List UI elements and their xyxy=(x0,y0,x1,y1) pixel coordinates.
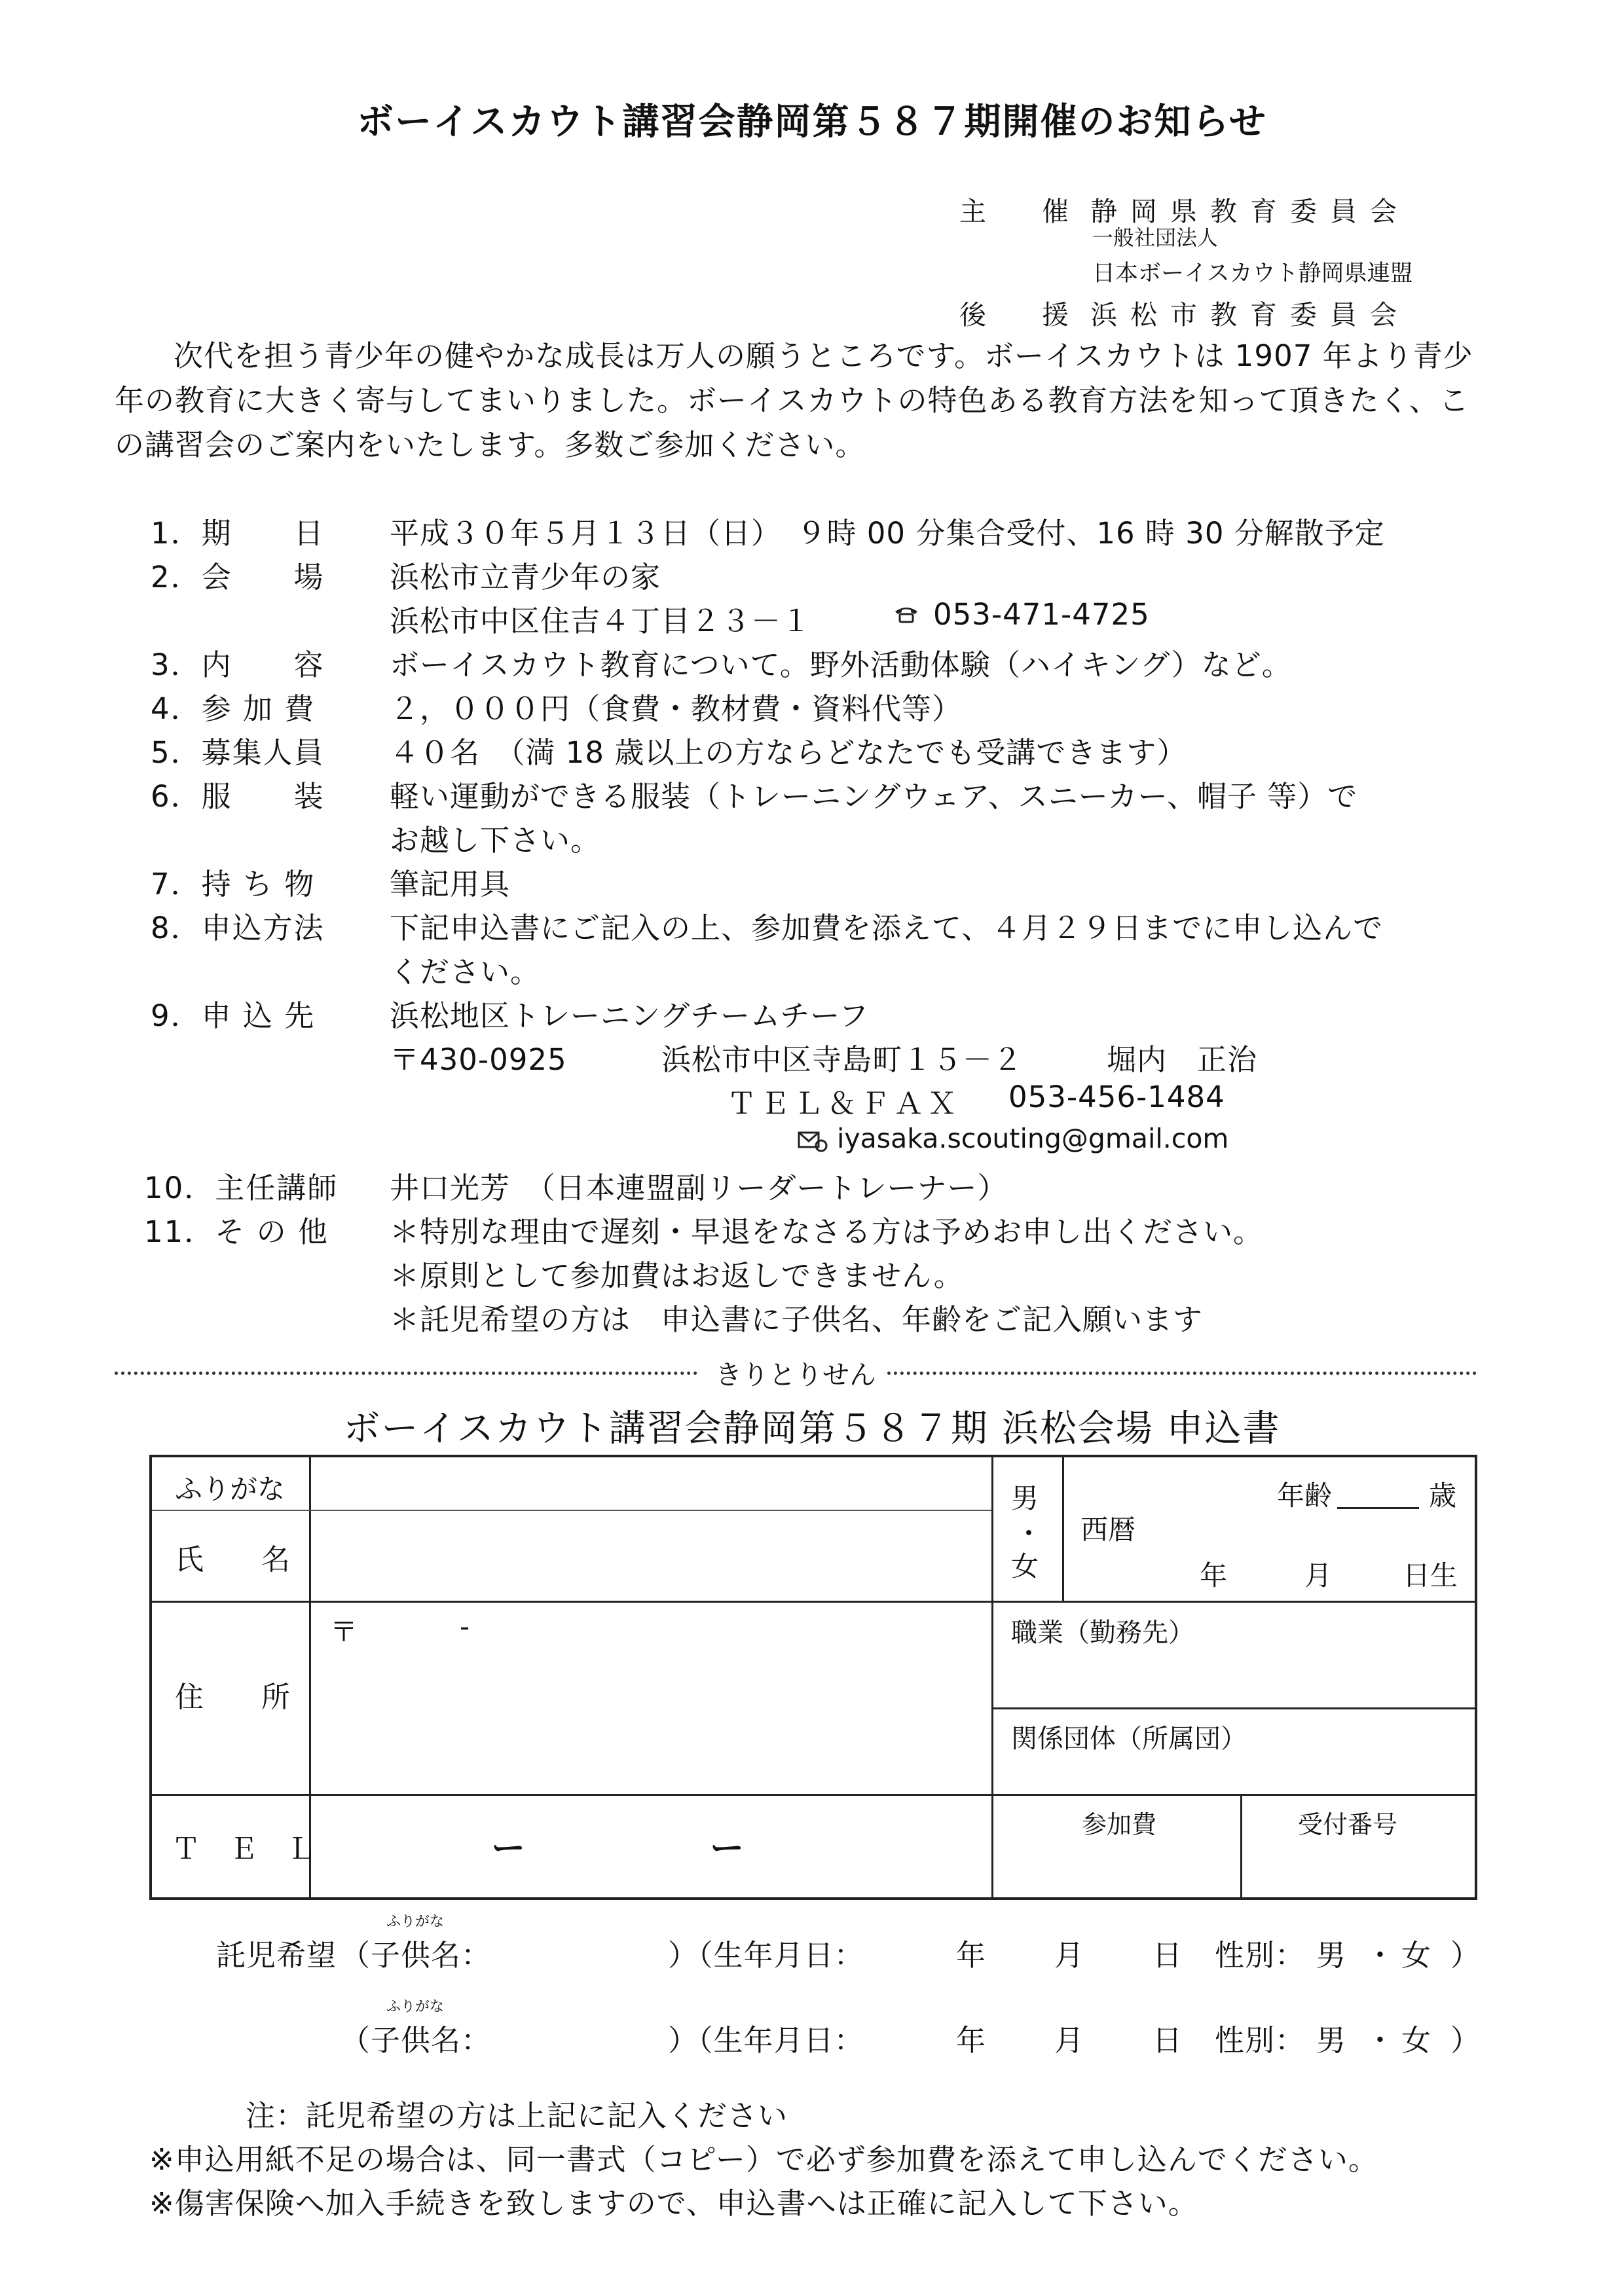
age-field[interactable] xyxy=(1337,1474,1419,1509)
contact-telfax-label: ＴＥＬ＆ＦＡＸ xyxy=(727,1086,961,1121)
occupation-field[interactable] xyxy=(997,1647,1471,1705)
item-label: 7．持 ち 物 xyxy=(151,867,316,902)
item-label: 1．期 日 xyxy=(151,516,325,551)
co-host-name: 日本ボーイスカウト静岡県連盟 xyxy=(1092,261,1413,287)
venue-address: 浜松市中区住吉４丁目２３－１ xyxy=(390,604,812,638)
item-clothing-cont: お越し下さい。 xyxy=(390,823,601,858)
item-label: 9．申 込 先 xyxy=(151,998,316,1033)
tel-label: Ｔ Ｅ Ｌ xyxy=(172,1832,316,1866)
contact-zip: 〒430-0925 xyxy=(390,1042,567,1077)
item-value: 平成３０年５月１３日（日） ９時 00 分集合受付、16 時 30 分解散予定 xyxy=(390,516,1385,551)
item-label: 4．参 加 費 xyxy=(151,691,316,726)
cut-dots-right xyxy=(887,1372,1477,1375)
childcare-sex-2: 性別： xyxy=(1215,2023,1306,2058)
item-clothing xyxy=(151,773,1357,815)
receipt-number-label: 受付番号 xyxy=(1298,1810,1398,1839)
childcare-dot-1: ・ xyxy=(1365,1938,1396,1973)
name-label: 氏 名 xyxy=(175,1543,290,1576)
co-host-type: 一般社団法人 xyxy=(1092,225,1219,250)
tel-dash-1: ー xyxy=(491,1829,526,1868)
cut-label: きりとりせん xyxy=(715,1359,876,1391)
item-label: 5．募集人員 xyxy=(151,735,325,770)
childcare-male-1[interactable]: 男 xyxy=(1316,1938,1347,1973)
contact-email[interactable]: iyasaka.scouting@gmail.com xyxy=(837,1123,1229,1154)
childcare-birth-1: ）（生年月日： xyxy=(668,1938,864,1973)
childcare-female-2[interactable]: 女 xyxy=(1401,2023,1432,2058)
childcare-child-name-1: （子供名： xyxy=(341,1938,492,1973)
tel-field[interactable] xyxy=(319,1798,987,1895)
childcare-year-2: 年 xyxy=(956,2023,987,2058)
furigana-field[interactable] xyxy=(319,1457,987,1508)
page-title: ボーイスカウト講習会静岡第５８７期開催のお知らせ xyxy=(357,101,1267,143)
childcare-birth-2: ）（生年月日： xyxy=(668,2023,864,2058)
note-insurance: ※傷害保険へ加入手続きを致しますので、申込書へは正確に記入して下さい。 xyxy=(149,2186,1198,2221)
item-apply-method xyxy=(151,904,1383,947)
item-label: 3．内 容 xyxy=(151,647,325,682)
phone-icon xyxy=(894,605,919,623)
item-value: ＊特別な理由で遅刻・早退をなさる方は予めお申し出ください。 xyxy=(390,1214,1264,1249)
age-label: 年齢 xyxy=(1277,1480,1333,1512)
item-value: 筆記用具 xyxy=(390,867,511,902)
fee-label: 参加費 xyxy=(1082,1810,1157,1839)
childcare-dot-2: ・ xyxy=(1365,2023,1396,2058)
childcare-day-2: 日 xyxy=(1153,2023,1183,2058)
name-field[interactable] xyxy=(319,1512,987,1597)
item-instructor xyxy=(144,1164,1008,1207)
host-label: 主 催 xyxy=(959,196,1083,227)
item-other-line3: ＊託児希望の方は 申込書に子供名、年齢をご記入願います xyxy=(390,1302,1204,1337)
childcare-year-1: 年 xyxy=(956,1938,987,1973)
item-date xyxy=(151,509,1385,552)
childcare-female-1[interactable]: 女 xyxy=(1401,1938,1432,1973)
item-value: ２，０００円（食費・教材費・資料代等） xyxy=(390,691,963,726)
item-capacity xyxy=(151,729,1187,771)
item-value: 井口光芳 （日本連盟副リーダートレーナー） xyxy=(390,1171,1008,1205)
furigana-label: ふりがな xyxy=(175,1473,286,1505)
note-form-copy: ※申込用紙不足の場合は、同一書式（コピー）で必ず参加費を添えて申し込んでください。 xyxy=(149,2142,1378,2177)
item-value: 下記申込書にご記入の上、参加費を添えて、４月２９日までに申し込んで xyxy=(390,911,1384,945)
host-name: 静岡県教育委員会 xyxy=(1090,196,1410,227)
childcare-ruby-1: ふりがな xyxy=(386,1914,445,1930)
form-title: ボーイスカウト講習会静岡第５８７期 浜松会場 申込書 xyxy=(343,1408,1281,1450)
item-label: 10．主任講師 xyxy=(144,1171,339,1205)
zip-mark: 〒 xyxy=(330,1616,358,1648)
support-name: 浜松市教育委員会 xyxy=(1090,299,1410,331)
childcare-close-2: ） xyxy=(1450,2023,1481,2058)
sex-male[interactable]: 男 xyxy=(1011,1482,1039,1514)
childcare-male-2[interactable]: 男 xyxy=(1316,2023,1347,2058)
affiliation-field[interactable] xyxy=(997,1752,1471,1791)
occupation-label: 職業（勤務先） xyxy=(1011,1618,1194,1648)
childcare-ruby-2: ふりがな xyxy=(386,1999,445,2015)
contact-person: 堀内 正治 xyxy=(1107,1042,1258,1077)
item-label: 8．申込方法 xyxy=(151,911,325,945)
item-value: 浜松市立青少年の家 xyxy=(390,560,661,594)
childcare-label: 託児希望 xyxy=(216,1938,337,1973)
item-belongings xyxy=(151,860,510,903)
item-label: 11．そ の 他 xyxy=(144,1214,329,1249)
intro-paragraph: 次代を担う青少年の健やかな成長は万人の願うところです。ボーイスカウトは 1907 年より青少年の教育に大きく寄与してまいりました。ボーイスカウトの特色ある教育方法を知って頂きたく、この講習会のご案内をいたします。多数ご参加ください。 xyxy=(115,338,1473,462)
zip-dash: - xyxy=(460,1611,470,1643)
childcare-child-name-2: （子供名： xyxy=(341,2023,492,2058)
childcare-month-2: 月 xyxy=(1054,2023,1085,2058)
birth-month: 月 xyxy=(1304,1559,1333,1592)
support-label: 後 援 xyxy=(959,299,1083,331)
item-fee xyxy=(151,685,962,727)
tel-dash-2: ー xyxy=(710,1829,745,1868)
note-childcare: 注：託児希望の方は上記に記入ください xyxy=(246,2098,788,2133)
childcare-day-1: 日 xyxy=(1153,1938,1183,1973)
application-form xyxy=(149,1455,1477,1900)
birth-year: 年 xyxy=(1200,1559,1228,1592)
item-value: 軽い運動ができる服装（トレーニングウェア、スニーカー、帽子 等）で xyxy=(390,779,1358,814)
item-value: 浜松地区トレーニングチームチーフ xyxy=(390,998,869,1033)
item-value: ボーイスカウト教育について。野外活動体験（ハイキング）など。 xyxy=(390,647,1292,682)
affiliation-label: 関係団体（所属団） xyxy=(1011,1724,1247,1754)
item-label: 6．服 装 xyxy=(151,779,325,814)
address-label: 住 所 xyxy=(175,1681,290,1714)
address-field[interactable] xyxy=(319,1605,987,1791)
item-venue xyxy=(151,553,661,596)
sex-female[interactable]: 女 xyxy=(1011,1550,1039,1582)
sex-dot: ・ xyxy=(1015,1518,1043,1550)
childcare-month-1: 月 xyxy=(1054,1938,1085,1973)
childcare-sex-1: 性別： xyxy=(1215,1938,1306,1973)
item-apply-method-cont: ください。 xyxy=(390,955,541,989)
item-content xyxy=(151,641,1292,683)
contact-address: 浜松市中区寺島町１５－２ xyxy=(661,1042,1024,1077)
item-value: ４０名 （満 18 歳以上の方ならどなたでも受講できます） xyxy=(390,735,1187,770)
mail-icon xyxy=(798,1130,828,1152)
item-apply-to xyxy=(151,992,869,1034)
venue-phone: 053-471-4725 xyxy=(933,597,1150,632)
contact-telfax: 053-456-1484 xyxy=(1008,1080,1225,1114)
item-other xyxy=(144,1208,1263,1250)
cut-line xyxy=(115,1353,1477,1391)
birth-day: 日生 xyxy=(1403,1559,1458,1592)
childcare-close-1: ） xyxy=(1450,1938,1481,1973)
item-other-line2: ＊原則として参加費はお返しできません。 xyxy=(390,1258,964,1293)
item-label: 2．会 場 xyxy=(151,560,325,594)
seireki-label: 西暦 xyxy=(1080,1514,1136,1546)
age-unit: 歳 xyxy=(1429,1480,1457,1512)
